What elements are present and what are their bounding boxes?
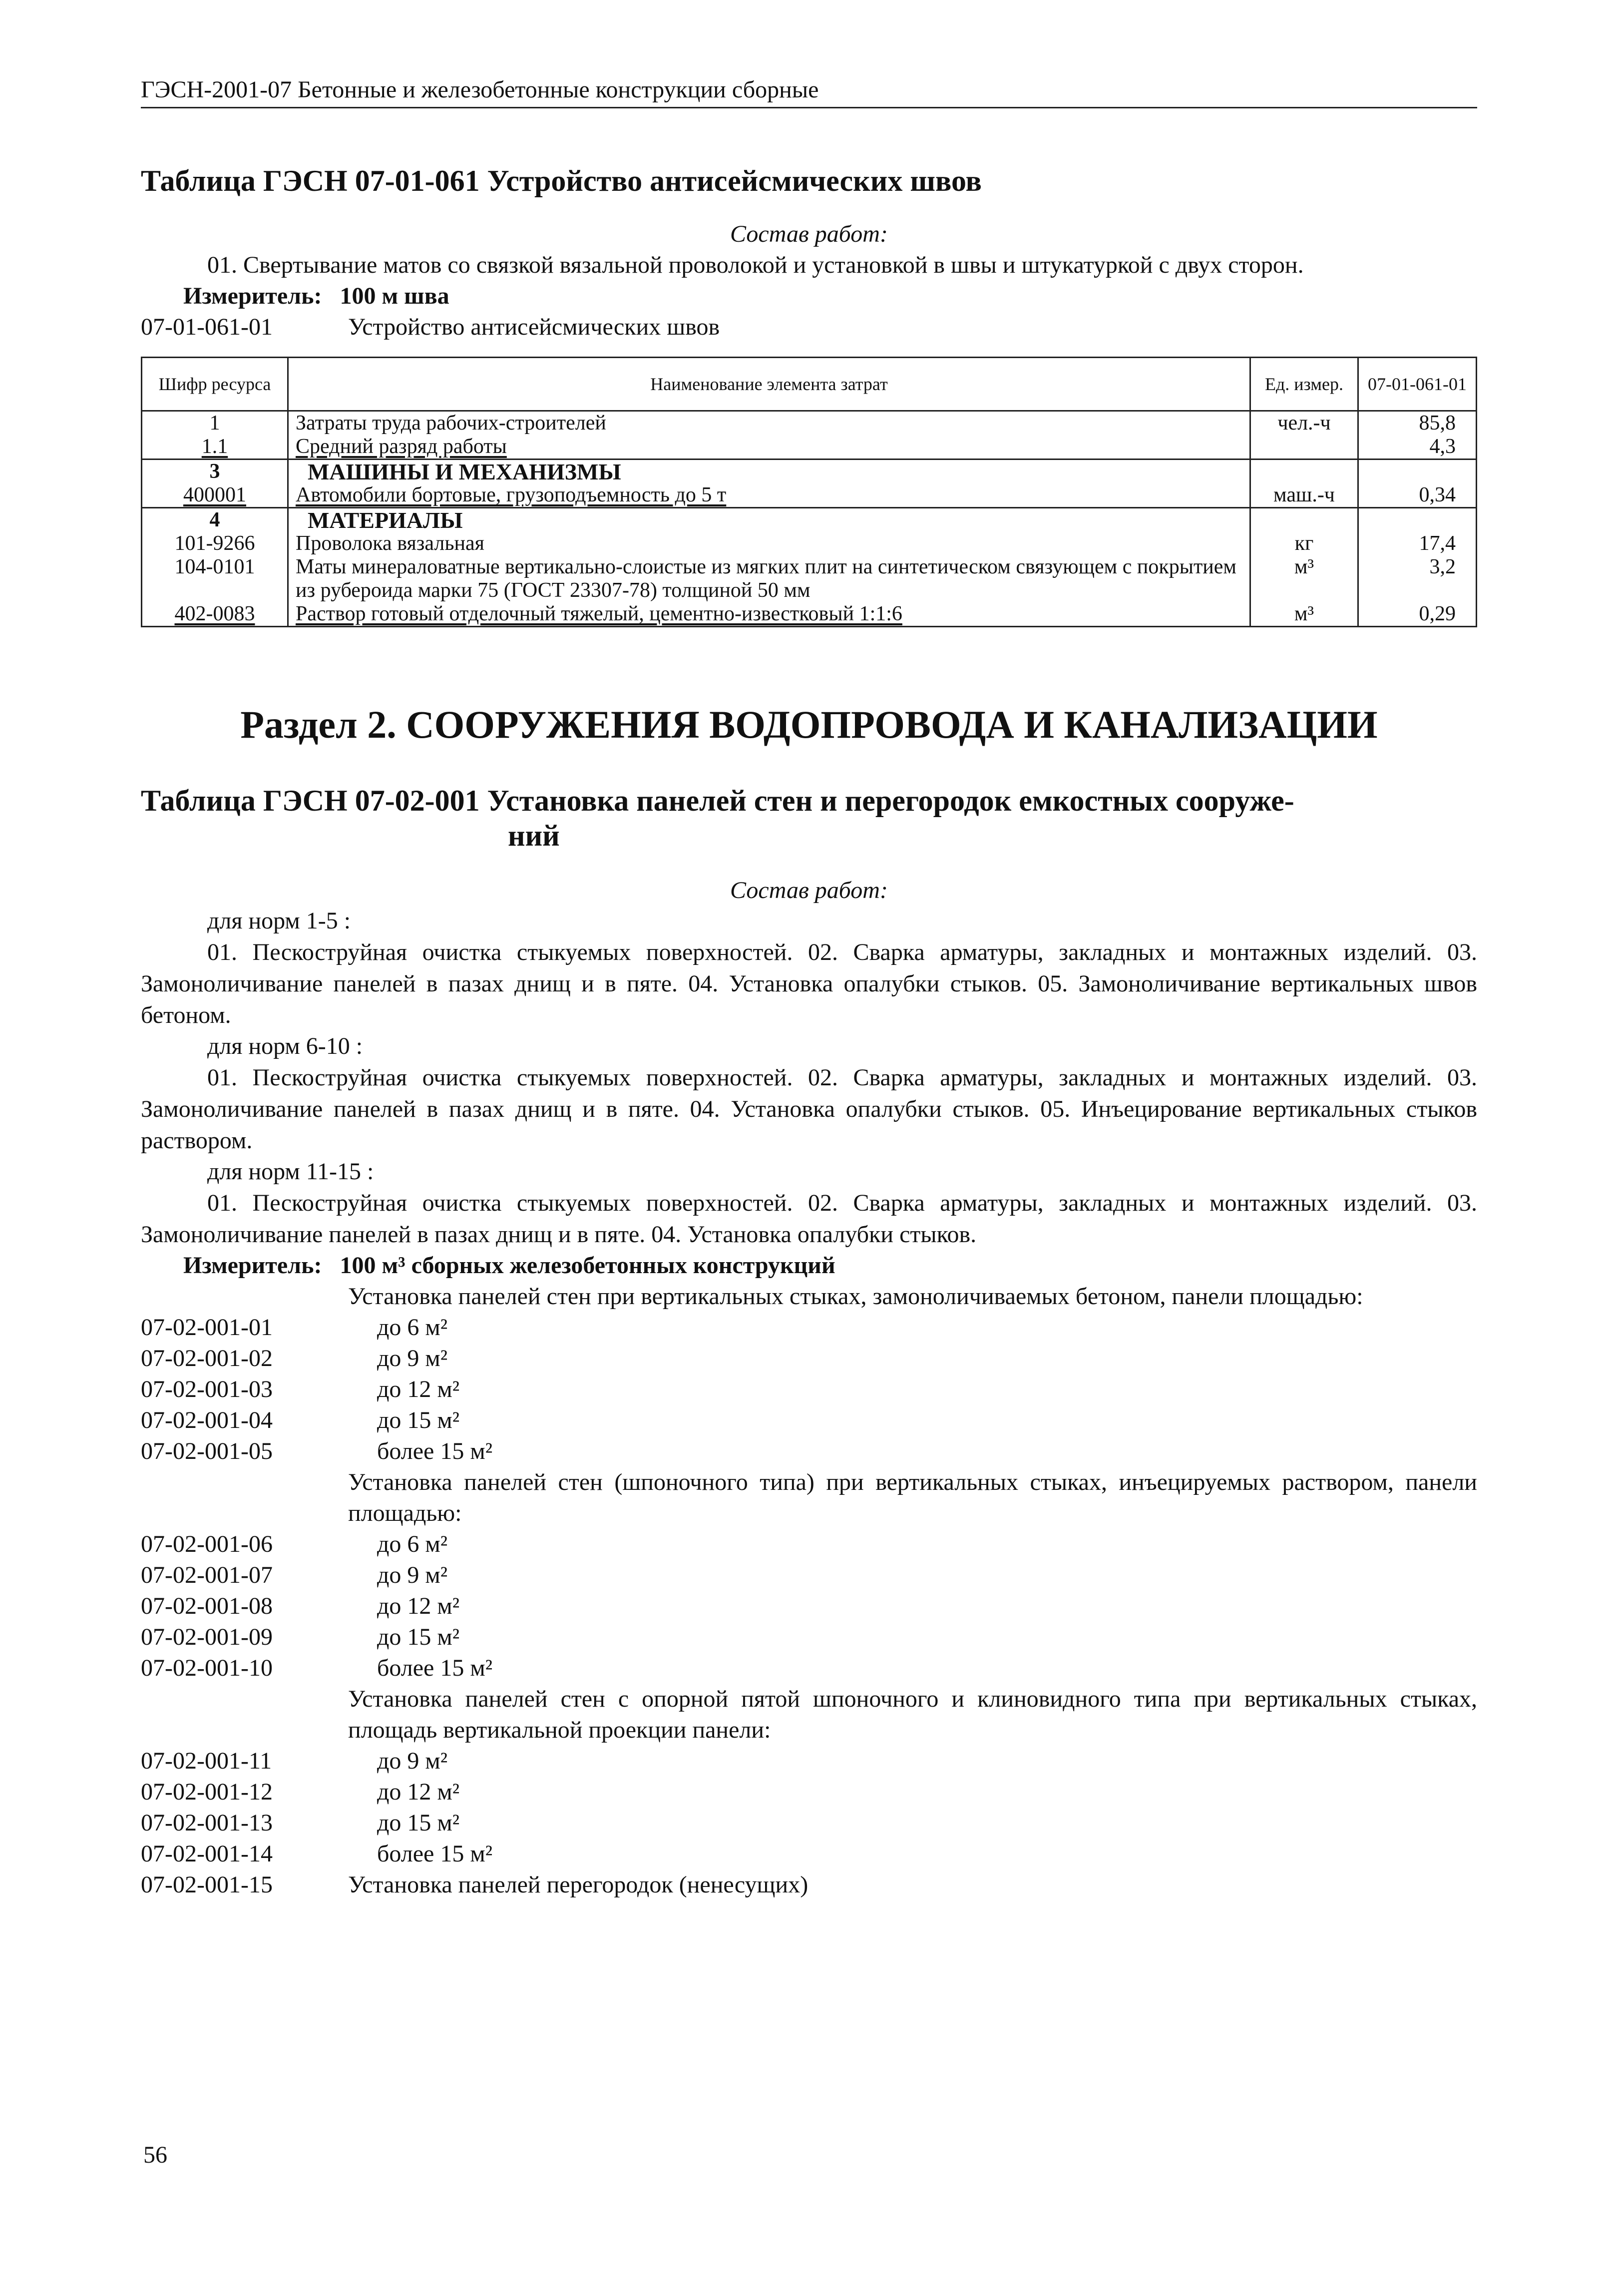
work-description: 01. Свертывание матов со связкой вязальной проволокой и установкой в швы и штукатуркой с двух сторон.	[207, 252, 1304, 278]
norms-group-label: для норм 1-5 :	[207, 908, 351, 934]
cell-name: Автомобили бортовые, грузоподъемность до 5 т	[288, 483, 1250, 508]
cell-code: 400001	[142, 483, 288, 508]
norm-row	[141, 1312, 1477, 1343]
norm-text: до 12 м²	[377, 1779, 460, 1805]
norm-row	[141, 1560, 1477, 1591]
cell-name: МАШИНЫ И МЕХАНИЗМЫ	[288, 459, 1250, 484]
cell-value: 4,3	[1358, 435, 1477, 459]
col-header-unit: Ед. измер.	[1250, 358, 1358, 411]
norm-text: до 9 м²	[377, 1748, 448, 1774]
norm-code: 07-02-001-04	[141, 1407, 273, 1433]
norm-row	[141, 1808, 1477, 1838]
cell-value: 0,29	[1358, 602, 1477, 627]
norm-row	[141, 1869, 1477, 1900]
cell-code: 101-9266	[142, 532, 288, 555]
cell-code: 3	[142, 459, 288, 484]
norm-heading-text: Установка панелей стен (шпоночного типа) при вертикальных стыках, инъецируемых раствором, панели площадью:	[348, 1469, 1477, 1526]
norm-text: более 15 м²	[377, 1840, 493, 1867]
norm-row	[141, 1405, 1477, 1436]
norm-text: до 12 м²	[377, 1593, 460, 1619]
table-title: Таблица ГЭСН 07-01-061 Устройство антисейсмических швов	[141, 164, 982, 197]
cell-name: МАТЕРИАЛЫ	[288, 508, 1250, 532]
cell-name: Средний разряд работы	[288, 435, 1250, 459]
norm-row	[141, 1838, 1477, 1869]
norm-text: до 6 м²	[377, 1531, 448, 1557]
cell-unit	[1250, 459, 1358, 484]
cell-name: Проволока вязальная	[288, 532, 1250, 555]
norm-heading-text: Установка панелей стен с опорной пятой шпоночного и клиновидного типа при вертикальных стыках, площадь вертикальной проекции панели:	[348, 1686, 1477, 1743]
norm-text: до 9 м²	[377, 1562, 448, 1588]
table-title-line: Таблица ГЭСН 07-02-001 Установка панелей стен и перегородок емкостных сооруже-	[141, 784, 1294, 817]
measurer-value: 100 м шва	[340, 283, 449, 309]
cell-value	[1358, 508, 1477, 532]
norm-row	[141, 1622, 1477, 1653]
norm-code: 07-02-001-01	[141, 1314, 273, 1341]
cell-unit: м³	[1250, 555, 1358, 602]
measurer-label: Измеритель:	[183, 1252, 322, 1279]
measurer	[141, 1250, 1477, 1281]
norm-code: 07-01-061-01	[141, 314, 273, 340]
table-title-line: ний	[508, 819, 560, 852]
page-number: 56	[143, 2142, 167, 2168]
cell-unit: чел.-ч	[1250, 411, 1358, 436]
cell-unit: м³	[1250, 602, 1358, 627]
norm-text: до 12 м²	[377, 1376, 460, 1402]
norm-text: до 9 м²	[377, 1345, 448, 1372]
table-header-row	[142, 358, 1477, 411]
col-header-code: Шифр ресурса	[142, 358, 288, 411]
measurer-value: 100 м³ сборных железобетонных конструкций	[340, 1252, 835, 1279]
cell-value: 3,2	[1358, 555, 1477, 602]
measurer	[141, 281, 1477, 312]
cell-name: Затраты труда рабочих-строителей	[288, 411, 1250, 436]
norm-code: 07-02-001-12	[141, 1779, 273, 1805]
norm-row	[141, 312, 1477, 343]
norm-code: 07-02-001-13	[141, 1810, 273, 1836]
norm-row	[141, 1653, 1477, 1684]
work-composition-heading: Состав работ:	[730, 221, 888, 247]
norm-text: более 15 м²	[377, 1655, 493, 1681]
cell-code: 4	[142, 508, 288, 532]
cell-unit	[1250, 508, 1358, 532]
col-header-norm: 07-01-061-01	[1358, 358, 1477, 411]
table-row	[142, 532, 1477, 555]
cell-unit	[1250, 435, 1358, 459]
page	[141, 75, 1477, 1900]
norm-code: 07-02-001-05	[141, 1438, 273, 1464]
work-description: 01. Пескоструйная очистка стыкуемых поверхностей. 02. Сварка арматуры, закладных и монтажных изделий. 03. Замоноличивание панелей в пазах днищ и в пяте. 04. Установка опалубки стыков. 05. Замоноличивание вертикальных швов бетоном.	[141, 939, 1477, 1028]
norm-block-heading	[141, 1684, 1477, 1746]
norm-text: до 15 м²	[377, 1407, 460, 1433]
norm-code: 07-02-001-07	[141, 1562, 273, 1588]
cell-value	[1358, 459, 1477, 484]
norm-code: 07-02-001-11	[141, 1748, 272, 1774]
norm-row	[141, 1746, 1477, 1777]
col-header-name: Наименование элемента затрат	[288, 358, 1250, 411]
norm-row	[141, 1777, 1477, 1808]
norm-code: 07-02-001-03	[141, 1376, 273, 1402]
norm-heading-text: Установка панелей стен при вертикальных стыках, замоноличиваемых бетоном, панели площадью:	[348, 1283, 1363, 1310]
cell-unit: маш.-ч	[1250, 483, 1358, 508]
norm-row	[141, 1591, 1477, 1622]
work-description: 01. Пескоструйная очистка стыкуемых поверхностей. 02. Сварка арматуры, закладных и монтажных изделий. 03. Замоноличивание панелей в пазах днищ и в пяте. 04. Установка опалубки стыков.	[141, 1190, 1477, 1248]
table-group-row	[142, 508, 1477, 532]
work-description: 01. Пескоструйная очистка стыкуемых поверхностей. 02. Сварка арматуры, закладных и монтажных изделий. 03. Замоноличивание панелей в пазах днищ и в пяте. 04. Установка опалубки стыков. 05. Инъецирование вертикальных стыков раствором.	[141, 1064, 1477, 1154]
table-row	[142, 602, 1477, 627]
norms-group-label: для норм 6-10 :	[207, 1033, 363, 1059]
resource-table	[141, 357, 1477, 627]
norm-code: 07-02-001-08	[141, 1593, 273, 1619]
table-row	[142, 555, 1477, 602]
norm-block-heading	[141, 1281, 1477, 1312]
norm-text: до 15 м²	[377, 1624, 460, 1650]
work-composition-heading: Состав работ:	[730, 877, 888, 904]
cell-value: 0,34	[1358, 483, 1477, 508]
cell-code: 402-0083	[142, 602, 288, 627]
norm-row	[141, 1343, 1477, 1374]
norm-code: 07-02-001-15	[141, 1871, 273, 1898]
norm-text: до 6 м²	[377, 1314, 448, 1341]
norm-block-heading	[141, 1467, 1477, 1529]
running-header: ГЭСН-2001-07 Бетонные и железобетонные конструкции сборные	[141, 76, 819, 103]
norms-group-label: для норм 11-15 :	[207, 1158, 374, 1185]
cell-value: 17,4	[1358, 532, 1477, 555]
cell-unit: кг	[1250, 532, 1358, 555]
norm-code: 07-02-001-02	[141, 1345, 273, 1372]
cell-name: Маты минераловатные вертикально-слоистые из мягких плит на синтетическом связующем с покрытием из рубероида марки 75 (ГОСТ 23307-78) толщиной 50 мм	[288, 555, 1250, 602]
norm-code: 07-02-001-06	[141, 1531, 273, 1557]
cell-code: 104-0101	[142, 555, 288, 602]
section-title: Раздел 2. СООРУЖЕНИЯ ВОДОПРОВОДА И КАНАЛИЗАЦИИ	[240, 703, 1378, 746]
norm-row	[141, 1529, 1477, 1560]
cell-name: Раствор готовый отделочный тяжелый, цементно-известковый 1:1:6	[288, 602, 1250, 627]
norm-name: Устройство антисейсмических швов	[348, 314, 720, 340]
cell-code: 1.1	[142, 435, 288, 459]
table-row	[142, 435, 1477, 459]
cell-code: 1	[142, 411, 288, 436]
norm-row	[141, 1436, 1477, 1467]
measurer-label: Измеритель:	[183, 283, 322, 309]
norm-text: до 15 м²	[377, 1810, 460, 1836]
table-row	[142, 411, 1477, 436]
header-rule	[141, 107, 1477, 108]
norm-code: 07-02-001-09	[141, 1624, 273, 1650]
norm-text: более 15 м²	[377, 1438, 493, 1464]
table-title	[141, 783, 1477, 853]
cell-value: 85,8	[1358, 411, 1477, 436]
norm-row	[141, 1374, 1477, 1405]
norm-code: 07-02-001-10	[141, 1655, 273, 1681]
table-group-row	[142, 459, 1477, 484]
norm-code: 07-02-001-14	[141, 1840, 273, 1867]
norm-text: Установка панелей перегородок (ненесущих)	[348, 1871, 808, 1898]
table-row	[142, 483, 1477, 508]
